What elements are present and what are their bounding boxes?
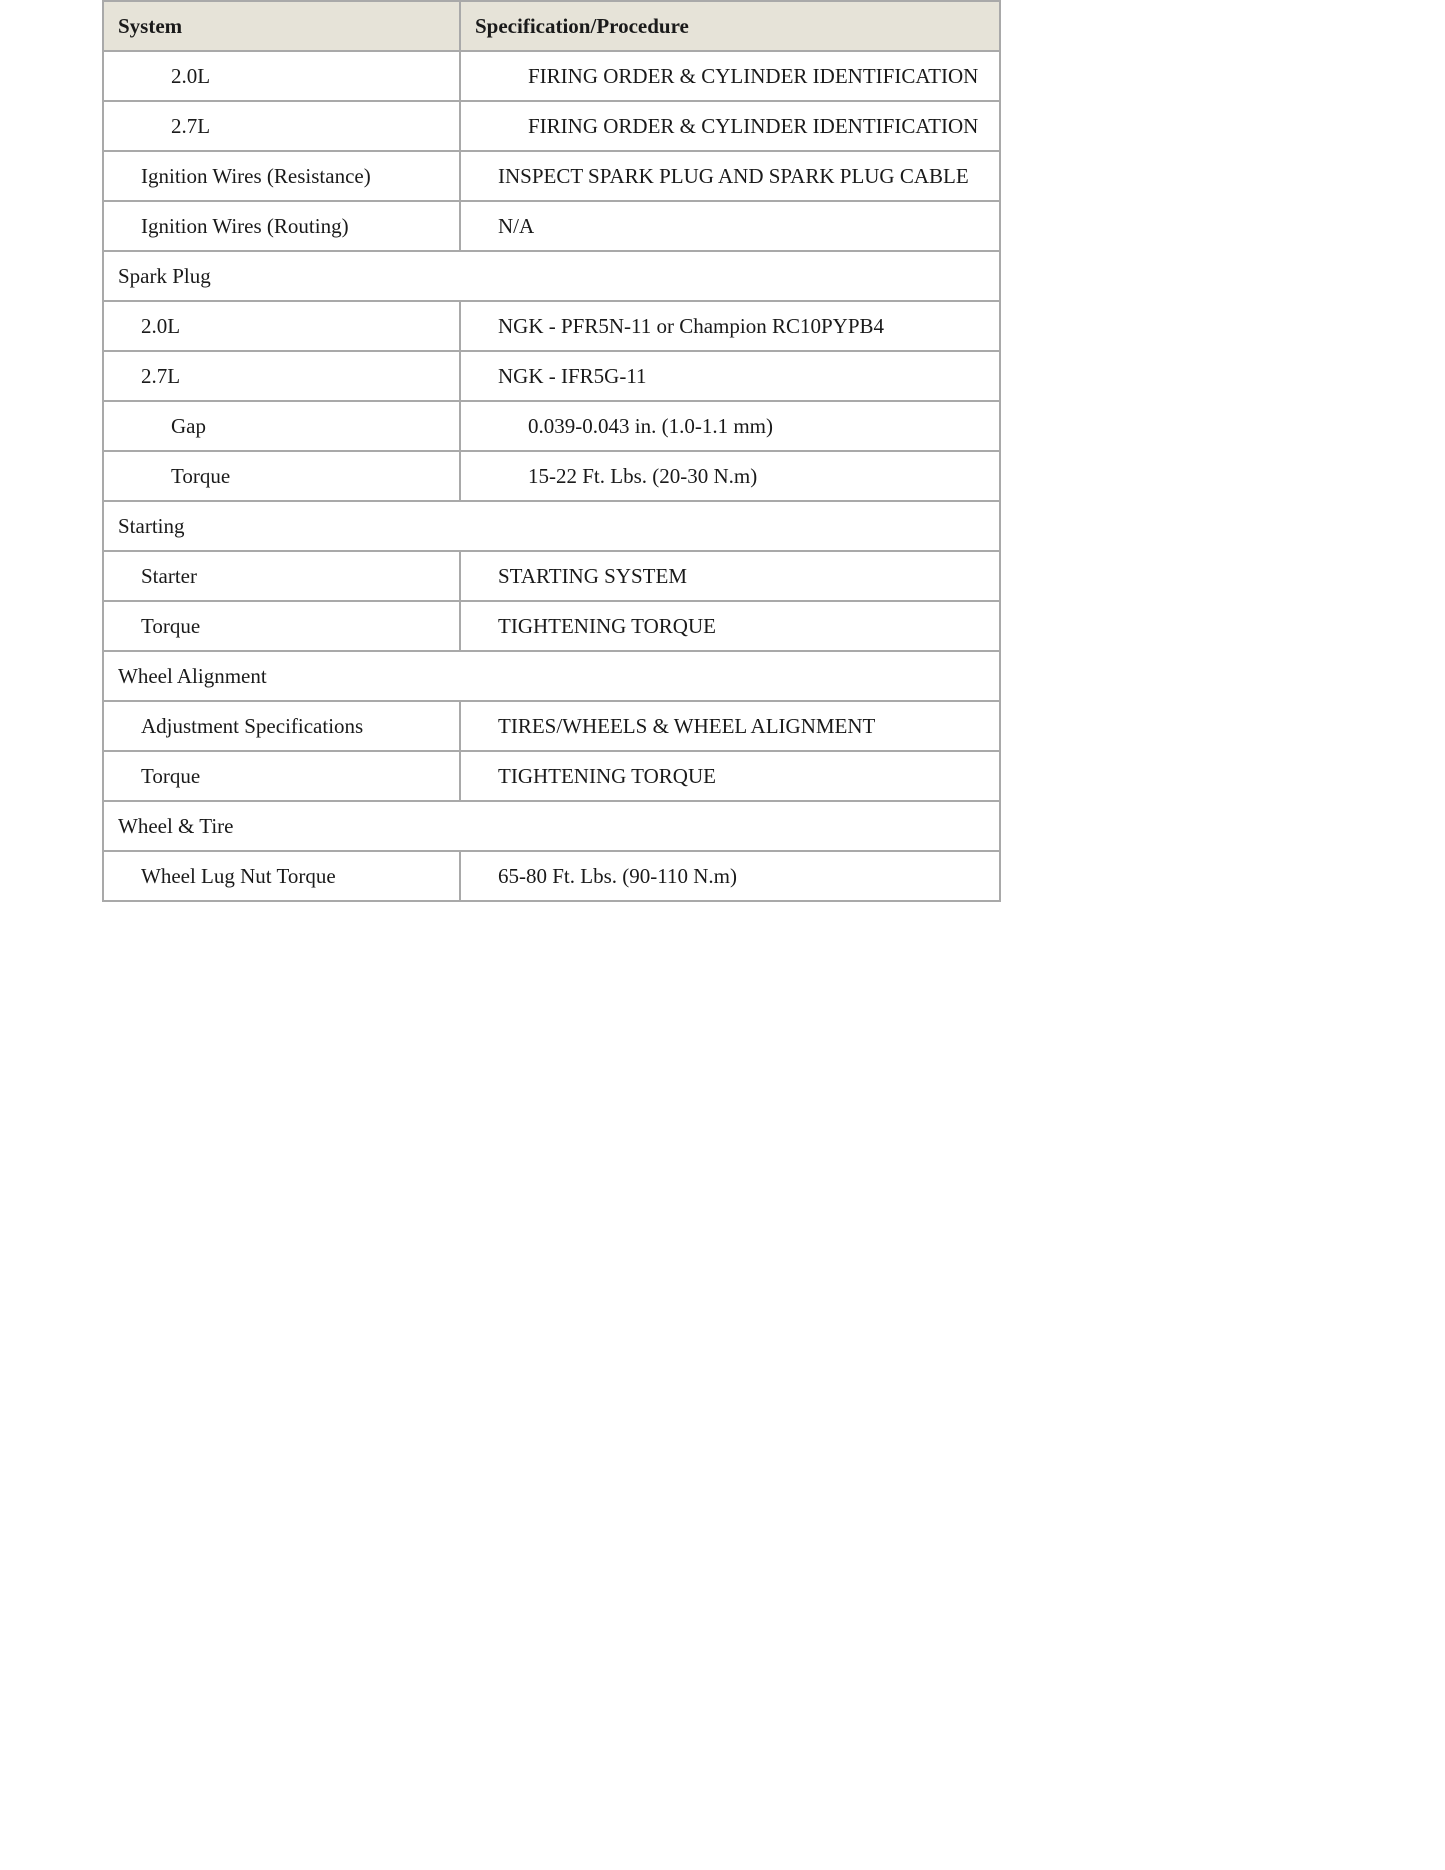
system-cell: Ignition Wires (Resistance) [103, 151, 460, 201]
system-cell: Gap [103, 401, 460, 451]
system-cell: 2.7L [103, 351, 460, 401]
table-row [103, 101, 1000, 151]
section-heading: Wheel & Tire [103, 801, 1000, 851]
specification-cell: FIRING ORDER & CYLINDER IDENTIFICATION [460, 51, 1000, 101]
header-row [103, 1, 1000, 51]
section-heading: Wheel Alignment [103, 651, 1000, 701]
table-row [103, 301, 1000, 351]
system-cell: Torque [103, 451, 460, 501]
system-cell: Ignition Wires (Routing) [103, 201, 460, 251]
specification-cell: STARTING SYSTEM [460, 551, 1000, 601]
table-row [103, 201, 1000, 251]
system-cell: Starter [103, 551, 460, 601]
table-row [103, 451, 1000, 501]
system-cell: Adjustment Specifications [103, 701, 460, 751]
table-row [103, 151, 1000, 201]
specification-cell: FIRING ORDER & CYLINDER IDENTIFICATION [460, 101, 1000, 151]
section-row [103, 651, 1000, 701]
specification-cell: 65-80 Ft. Lbs. (90-110 N.m) [460, 851, 1000, 901]
system-cell: 2.7L [103, 101, 460, 151]
table-row [103, 851, 1000, 901]
table-header [103, 1, 1000, 51]
column-header-specification: Specification/Procedure [460, 1, 1000, 51]
system-cell: Torque [103, 751, 460, 801]
section-row [103, 501, 1000, 551]
system-cell: Wheel Lug Nut Torque [103, 851, 460, 901]
table-row [103, 551, 1000, 601]
specification-cell: NGK - PFR5N-11 or Champion RC10PYPB4 [460, 301, 1000, 351]
table-row [103, 601, 1000, 651]
section-row [103, 251, 1000, 301]
table-row [103, 701, 1000, 751]
table-body [103, 51, 1000, 901]
system-cell: Torque [103, 601, 460, 651]
table-row [103, 401, 1000, 451]
specifications-table [102, 0, 1001, 902]
section-heading: Starting [103, 501, 1000, 551]
specification-cell: TIGHTENING TORQUE [460, 751, 1000, 801]
table-row [103, 51, 1000, 101]
specification-cell: N/A [460, 201, 1000, 251]
column-header-system: System [103, 1, 460, 51]
specification-cell: TIGHTENING TORQUE [460, 601, 1000, 651]
table-row [103, 351, 1000, 401]
table-row [103, 751, 1000, 801]
system-cell: 2.0L [103, 51, 460, 101]
section-row [103, 801, 1000, 851]
specification-cell: 0.039-0.043 in. (1.0-1.1 mm) [460, 401, 1000, 451]
specification-cell: INSPECT SPARK PLUG AND SPARK PLUG CABLE [460, 151, 1000, 201]
specification-cell: TIRES/WHEELS & WHEEL ALIGNMENT [460, 701, 1000, 751]
section-heading: Spark Plug [103, 251, 1000, 301]
system-cell: 2.0L [103, 301, 460, 351]
specification-cell: NGK - IFR5G-11 [460, 351, 1000, 401]
specification-cell: 15-22 Ft. Lbs. (20-30 N.m) [460, 451, 1000, 501]
